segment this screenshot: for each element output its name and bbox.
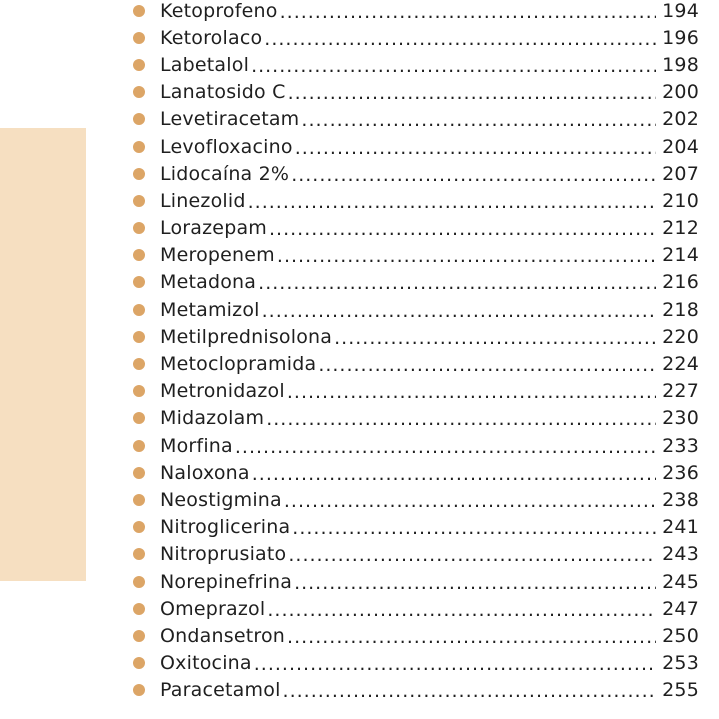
dot-leader — [269, 218, 656, 240]
bullet-icon — [133, 521, 145, 533]
toc-entry[interactable] — [133, 160, 699, 187]
toc-entry[interactable] — [133, 215, 699, 242]
dot-leader — [235, 436, 656, 458]
toc-entry[interactable] — [133, 541, 699, 568]
toc-entry[interactable] — [133, 79, 699, 106]
toc-entry[interactable] — [133, 0, 699, 24]
toc-entry-page: 236 — [662, 461, 699, 484]
dot-leader — [287, 381, 656, 403]
bullet-icon — [133, 32, 145, 44]
dot-leader — [295, 137, 656, 159]
toc-entry-name: Metoclopramida — [160, 353, 317, 376]
dot-leader — [287, 626, 656, 648]
toc-entry-name: Lorazepam — [160, 217, 268, 240]
toc-entry-name: Lidocaína 2% — [160, 162, 290, 185]
dot-leader — [266, 408, 656, 430]
bullet-icon — [133, 141, 145, 153]
dot-leader — [318, 354, 656, 376]
toc-entry[interactable] — [133, 459, 699, 486]
toc-entry-page: 250 — [662, 624, 699, 647]
bullet-icon — [133, 168, 145, 180]
toc-entry[interactable] — [133, 650, 699, 677]
toc-entry-page: 204 — [662, 135, 699, 158]
toc-entry-name: Morfina — [160, 434, 233, 457]
toc-entry[interactable] — [133, 187, 699, 214]
toc-entry-page: 247 — [662, 597, 699, 620]
toc-entry[interactable] — [133, 24, 699, 51]
toc-entry-page: 243 — [662, 543, 699, 566]
toc-entry-name: Levofloxacino — [160, 135, 293, 158]
toc-entry[interactable] — [133, 595, 699, 622]
toc-entry[interactable] — [133, 378, 699, 405]
toc-entry-page: 238 — [662, 488, 699, 511]
toc-entry-page: 220 — [662, 325, 699, 348]
side-tab — [0, 128, 86, 581]
toc-entry-page: 233 — [662, 434, 699, 457]
bullet-icon — [133, 603, 145, 615]
dot-leader — [267, 599, 656, 621]
toc-entry-name: Neostigmina — [160, 488, 282, 511]
toc-entry-page: 224 — [662, 353, 699, 376]
dot-leader — [248, 191, 657, 213]
table-of-contents — [133, 0, 699, 707]
toc-entry[interactable] — [133, 514, 699, 541]
dot-leader — [264, 28, 656, 50]
toc-entry-name: Metamizol — [160, 298, 260, 321]
toc-entry[interactable] — [133, 106, 699, 133]
toc-entry-name: Levetiracetam — [160, 108, 300, 131]
bullet-icon — [133, 249, 145, 261]
toc-entry[interactable] — [133, 432, 699, 459]
toc-entry-name: Ketoprofeno — [160, 0, 278, 22]
toc-entry[interactable] — [133, 323, 699, 350]
toc-entry-page: 253 — [662, 652, 699, 675]
toc-entry-page: 198 — [662, 53, 699, 76]
toc-entry-page: 227 — [662, 380, 699, 403]
toc-entry-name: Nitroglicerina — [160, 516, 291, 539]
dot-leader — [262, 300, 656, 322]
toc-entry-page: 218 — [662, 298, 699, 321]
bullet-icon — [133, 113, 145, 125]
dot-leader — [288, 544, 656, 566]
bullet-icon — [133, 684, 145, 696]
dot-leader — [291, 164, 656, 186]
toc-entry-name: Meropenem — [160, 244, 275, 267]
dot-leader — [334, 327, 656, 349]
toc-entry-page: 245 — [662, 570, 699, 593]
toc-entry[interactable] — [133, 269, 699, 296]
toc-entry-name: Paracetamol — [160, 679, 281, 702]
toc-entry-page: 196 — [662, 26, 699, 49]
dot-leader — [280, 1, 657, 23]
dot-leader — [258, 272, 656, 294]
toc-entry-page: 212 — [662, 217, 699, 240]
bullet-icon — [133, 86, 145, 98]
toc-entry-name: Metilprednisolona — [160, 325, 333, 348]
toc-entry-page: 210 — [662, 189, 699, 212]
bullet-icon — [133, 657, 145, 669]
dot-leader — [254, 653, 656, 675]
toc-entry-page: 214 — [662, 244, 699, 267]
bullet-icon — [133, 385, 145, 397]
toc-entry[interactable] — [133, 242, 699, 269]
toc-entry[interactable] — [133, 622, 699, 649]
toc-entry-name: Naloxona — [160, 461, 250, 484]
toc-entry[interactable] — [133, 677, 699, 704]
dot-leader — [284, 490, 656, 512]
bullet-icon — [133, 440, 145, 452]
toc-entry-name: Oxitocina — [160, 652, 252, 675]
toc-entry-name: Linezolid — [160, 189, 246, 212]
toc-entry-name: Ketorolaco — [160, 26, 263, 49]
toc-entry-name: Metronidazol — [160, 380, 285, 403]
toc-entry-name: Lanatosido C — [160, 81, 286, 104]
toc-entry-name: Midazolam — [160, 407, 265, 430]
toc-entry-name: Metadona — [160, 271, 257, 294]
bullet-icon — [133, 276, 145, 288]
toc-entry-name: Norepinefrina — [160, 570, 293, 593]
toc-entry-name: Nitroprusiato — [160, 543, 287, 566]
dot-leader — [292, 517, 656, 539]
bullet-icon — [133, 467, 145, 479]
toc-entry-page: 230 — [662, 407, 699, 430]
bullet-icon — [133, 576, 145, 588]
toc-entry-page: 241 — [662, 516, 699, 539]
toc-entry-page: 200 — [662, 81, 699, 104]
dot-leader — [283, 680, 657, 702]
toc-entry[interactable] — [133, 350, 699, 377]
toc-entry-name: Labetalol — [160, 53, 250, 76]
toc-entry[interactable] — [133, 133, 699, 160]
dot-leader — [288, 82, 657, 104]
dot-leader — [251, 55, 656, 77]
toc-entry[interactable] — [133, 568, 699, 595]
dot-leader — [277, 245, 656, 267]
toc-entry[interactable] — [133, 296, 699, 323]
bullet-icon — [133, 222, 145, 234]
bullet-icon — [133, 5, 145, 17]
toc-entry[interactable] — [133, 405, 699, 432]
toc-entry-page: 216 — [662, 271, 699, 294]
dot-leader — [301, 109, 656, 131]
bullet-icon — [133, 358, 145, 370]
bullet-icon — [133, 331, 145, 343]
toc-entry-name: Ondansetron — [160, 624, 286, 647]
bullet-icon — [133, 494, 145, 506]
toc-entry-page: 202 — [662, 108, 699, 131]
toc-entry-name: Omeprazol — [160, 597, 266, 620]
toc-entry-page: 255 — [662, 679, 699, 702]
dot-leader — [252, 463, 656, 485]
bullet-icon — [133, 304, 145, 316]
dot-leader — [294, 572, 656, 594]
bullet-icon — [133, 412, 145, 424]
toc-entry-page: 194 — [662, 0, 699, 22]
toc-entry[interactable] — [133, 51, 699, 78]
bullet-icon — [133, 195, 145, 207]
bullet-icon — [133, 59, 145, 71]
toc-entry[interactable] — [133, 486, 699, 513]
bullet-icon — [133, 630, 145, 642]
toc-entry-page: 207 — [662, 162, 699, 185]
bullet-icon — [133, 548, 145, 560]
